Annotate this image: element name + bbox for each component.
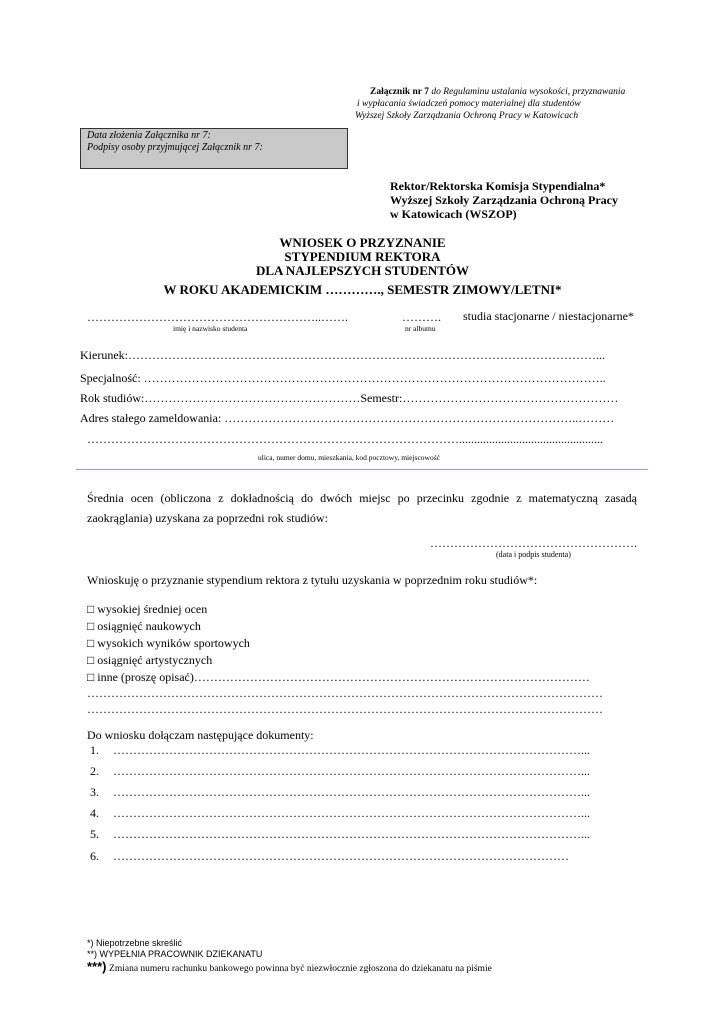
document-item-field[interactable]: ………………………………………………………………………………………………………... (113, 827, 590, 841)
document-item-field[interactable]: ………………………………………………………………………………………………………... (113, 743, 590, 757)
addressee-line3: w Katowicach (WSZOP) (390, 207, 517, 221)
addressee-line2: Wyższej Szkoły Zarządzania Ochroną Pracy (390, 193, 618, 207)
footnote-3-text: Zmiana numeru rachunku bankowego powinna być niezwłocznie zgłoszona do dziekanatu na piśmie (109, 964, 492, 974)
form-title-line2: STYPENDIUM REKTORA (284, 249, 441, 264)
section-divider (76, 469, 648, 470)
option-checkbox-grade-average[interactable]: □ wysokiej średniej ocen (87, 602, 208, 616)
document-item-field[interactable]: ………………………………………………………………………………………………………... (113, 764, 590, 778)
address-field-continued[interactable]: …………………………………………………………………………………................................................ (87, 432, 603, 446)
documents-heading: Do wniosku dołączam następujące dokumenty: (87, 728, 314, 742)
address-caption: ulica, numer domu, mieszkania, kod pocztowy, miejscowość (258, 453, 440, 462)
student-name-caption: imię i nazwisko studenta (173, 324, 248, 333)
footnote-1: *) Niepotrzebne skreślić (87, 938, 183, 948)
album-number-field[interactable]: ………. (402, 310, 441, 324)
form-title-line1: WNIOSEK O PRZYZNANIE (279, 235, 446, 250)
annex-number: Załącznik nr 7 (370, 87, 429, 97)
document-item-field[interactable]: …………………………………………………………………………………………………… (113, 849, 569, 863)
grade-average-statement: Średnia ocen (obliczona z dokładnością do dwóch miejsc po przecinku zgodnie z matematyczną zasadą zaokrąglania) uzyskana za poprzedni rok studiów: (87, 491, 637, 525)
student-name-field[interactable]: …………………………………………………..……. (87, 310, 348, 324)
field-of-study-field[interactable]: Kierunek:………………………………………………………………………………………………………... (80, 348, 605, 362)
footnote-2: **) WYPEŁNIA PRACOWNIK DZIEKANATU (87, 949, 263, 959)
other-description-line[interactable]: ………………………………………………………………………………………………………………… (87, 686, 603, 700)
specialization-field[interactable]: Specjalność: …………………………………………………………………………………………………….. (80, 371, 606, 385)
document-item-number: 1. (90, 743, 99, 757)
annex-reference-line1: do Regulaminu ustalania wysokości, przyznawania (431, 87, 626, 97)
student-signature-field[interactable]: ……………………………………………. (430, 536, 637, 550)
address-field[interactable]: Adres stałego zameldowania: ……………………………………………………………………………..……… (80, 411, 615, 425)
footnote-3-mark: ***) (87, 959, 107, 974)
option-checkbox-artistic[interactable]: □ osiągnięć artystycznych (87, 653, 213, 667)
album-number-caption: nr albumu (405, 324, 436, 333)
addressee-line1: Rektor/Rektorska Komisja Stypendialna* (390, 179, 606, 193)
document-item-number: 5. (90, 827, 99, 841)
submission-date-label: Data złożenia Załącznika nr 7: (87, 130, 211, 141)
annex-reference (370, 86, 625, 98)
document-item-number: 4. (90, 806, 99, 820)
document-item-number: 6. (90, 849, 99, 863)
option-checkbox-scientific[interactable]: □ osiągnięć naukowych (87, 619, 201, 633)
form-title-line3: DLA NAJLEPSZYCH STUDENTÓW (255, 263, 470, 278)
document-item-field[interactable]: ………………………………………………………………………………………………………... (113, 806, 590, 820)
annex-reference-line3: Wyższej Szkoły Zarządzania Ochroną Pracy w Katowicach (355, 111, 579, 121)
document-item-number: 3. (90, 785, 99, 799)
other-description-line[interactable]: ………………………………………………………………………………………………………………… (87, 702, 603, 716)
option-checkbox-sports[interactable]: □ wysokich wyników sportowych (87, 636, 250, 650)
year-semester-field[interactable]: Rok studiów:………………………………………………Semestr:……………………………………………… (80, 391, 619, 405)
student-signature-caption: (data i podpis studenta) (496, 550, 571, 559)
footnote-3 (87, 959, 492, 974)
form-title-line4: W ROKU AKADEMICKIM …………., SEMESTR ZIMOWY/LETNI* (163, 282, 562, 297)
study-mode-field[interactable]: studia stacjonarne / niestacjonarne* (463, 309, 634, 323)
receiver-signature-label: Podpisy osoby przyjmującej Załącznik nr 7: (87, 142, 263, 153)
annex-reference-line2: i wypłacania świadczeń pomocy materialnej dla studentów (357, 99, 581, 109)
document-item-number: 2. (90, 764, 99, 778)
request-statement: Wnioskuję o przyznanie stypendium rektora z tytułu uzyskania w poprzednim roku studiów*: (87, 573, 538, 587)
office-use-box (80, 128, 348, 169)
option-checkbox-other[interactable]: □ inne (proszę opisać)……………………………………………………………………………………… (87, 670, 590, 684)
document-item-field[interactable]: ………………………………………………………………………………………………………... (113, 785, 590, 799)
